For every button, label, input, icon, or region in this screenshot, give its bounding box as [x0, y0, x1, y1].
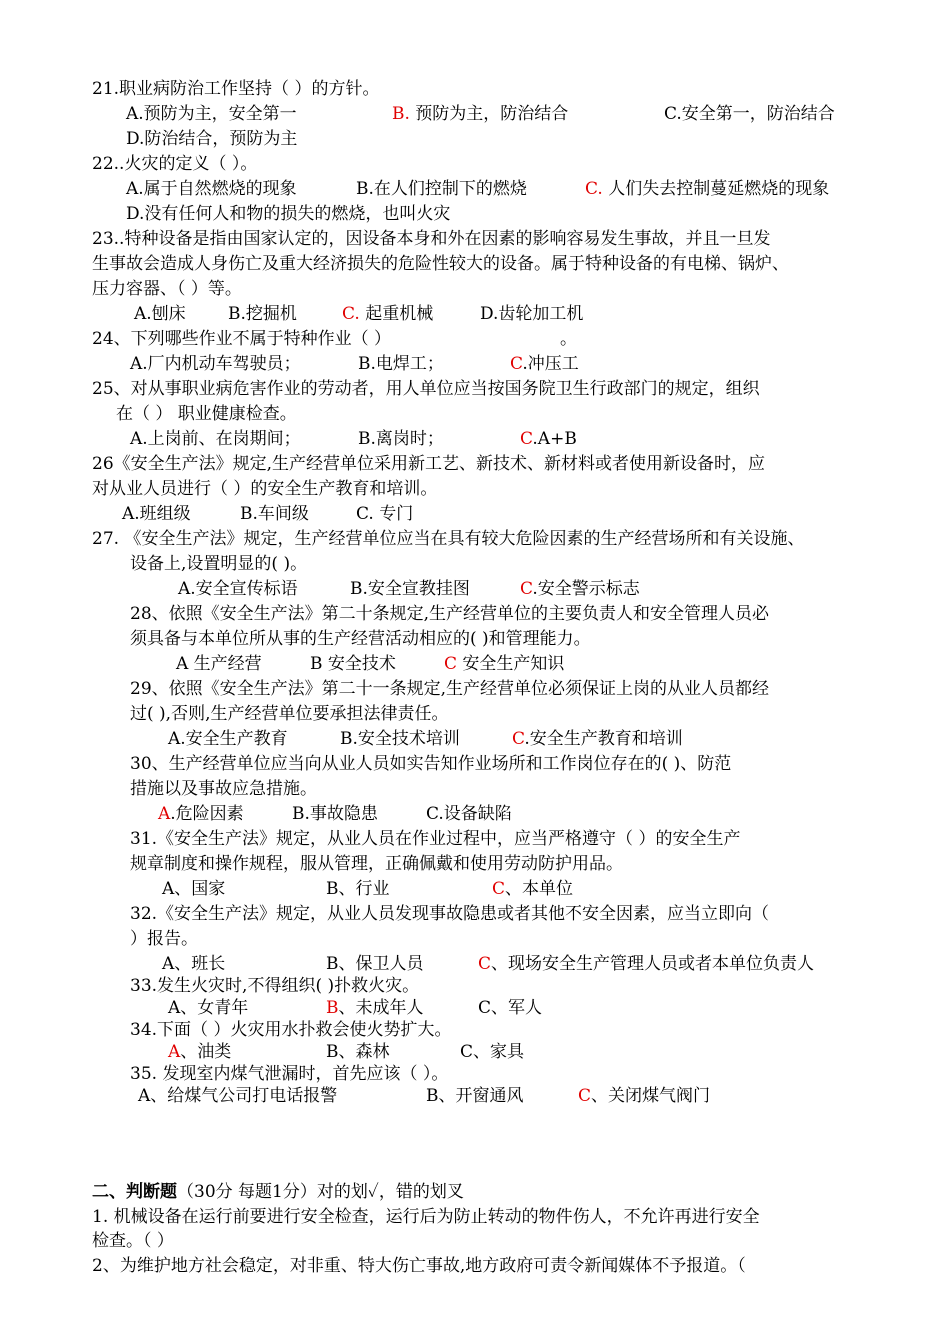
q32-stem-line2: ）报告。: [130, 929, 198, 949]
q23-option-a: A.刨床: [134, 304, 186, 324]
q28-option-b: B 安全技术: [310, 654, 396, 674]
q22-option-c: C. 人们失去控制蔓延燃烧的现象: [585, 179, 830, 199]
q24-stem: 24、下列哪些作业不属于特种作业（ ）: [92, 329, 392, 349]
q31-stem-line2: 规章制度和操作规程，服从管理，正确佩戴和使用劳动防护用品。: [130, 854, 623, 874]
q26-option-b: B.车间级: [240, 504, 309, 524]
q32-option-c: C、现场安全生产管理人员或者本单位负责人: [478, 954, 815, 974]
q26-stem-line1: 26《安全生产法》规定,生产经营单位采用新工艺、新技术、新材料或者使用新设备时，应: [92, 454, 766, 474]
q26-stem-line2: 对从业人员进行（ ）的安全生产教育和培训。: [92, 479, 438, 499]
answer-marker: C: [478, 954, 492, 974]
q30-option-a: A.危险因素: [158, 804, 244, 824]
answer-marker: C.: [342, 304, 360, 324]
q23-option-c: C. 起重机械: [342, 304, 434, 324]
q28-stem-line2: 须具备与本单位所从事的生产经营活动相应的( )和管理能力。: [130, 629, 591, 649]
q22-option-b: B.在人们控制下的燃烧: [356, 179, 527, 199]
q32-option-b: B、保卫人员: [326, 954, 424, 974]
q21-option-b: B. 预防为主，防治结合: [392, 104, 569, 124]
q33-option-b: B、未成年人: [326, 998, 424, 1018]
q26-option-c: C. 专门: [356, 504, 414, 524]
q25-stem-line1: 25、对从事职业病危害作业的劳动者，用人单位应当按国务院卫生行政部门的规定，组织: [92, 379, 760, 399]
q35-option-c: C、关闭煤气阀门: [578, 1086, 711, 1106]
answer-marker: C: [444, 654, 458, 674]
answer-marker: B: [326, 998, 339, 1018]
q32-option-a: A、班长: [162, 954, 226, 974]
answer-marker: C: [512, 729, 525, 749]
answer-marker: C.: [585, 179, 603, 199]
section2-heading: 二、判断题（30分 每题1分）对的划✓，错的划叉: [92, 1182, 464, 1202]
q26-option-a: A.班组级: [122, 504, 191, 524]
answer-marker: C: [520, 579, 533, 599]
q25-option-a: A.上岗前、在岗期间；: [130, 429, 301, 449]
q21-option-d: D.防治结合，预防为主: [126, 129, 298, 149]
q27-option-c: C.安全警示标志: [520, 579, 640, 599]
q24-stem-end: 。: [560, 329, 577, 349]
q28-option-c: C 安全生产知识: [444, 654, 565, 674]
q29-option-c: C.安全生产教育和培训: [512, 729, 683, 749]
answer-marker: A: [158, 804, 171, 824]
judge-q2-line1: 2、为维护地方社会稳定，对非重、特大伤亡事故,地方政府可责令新闻媒体不予报道。（: [92, 1256, 746, 1276]
q28-option-a: A 生产经营: [176, 654, 262, 674]
q29-option-b: B.安全技术培训: [340, 729, 460, 749]
q34-option-a: A、油类: [168, 1042, 232, 1062]
q30-option-c: C.设备缺陷: [426, 804, 512, 824]
answer-marker: B.: [392, 104, 410, 124]
q27-option-b: B.安全宣教挂图: [350, 579, 470, 599]
q31-stem-line1: 31.《安全生产法》规定，从业人员在作业过程中，应当严格遵守（ ）的安全生产: [130, 829, 741, 849]
q34-stem: 34.下面（ ）火灾用水扑救会使火势扩大。: [130, 1020, 452, 1040]
q30-stem-line1: 30、生产经营单位应当向从业人员如实告知作业场所和工作岗位存在的( )、防范: [130, 754, 732, 774]
q33-option-a: A、女青年: [168, 998, 249, 1018]
answer-marker: C: [520, 429, 533, 449]
q33-stem: 33.发生火灾时,不得组织( )扑救火灾。: [130, 976, 420, 996]
q23-option-d: D.齿轮加工机: [480, 304, 584, 324]
q25-option-b: B.离岗时；: [358, 429, 444, 449]
q25-stem-line2: 在（ ） 职业健康检查。: [116, 404, 297, 424]
q24-option-b: B.电焊工；: [358, 354, 444, 374]
judge-q1-line2: 检查。（ ）: [92, 1231, 174, 1251]
q29-stem-line1: 29、依照《安全生产法》第二十一条规定,生产经营单位必须保证上岗的从业人员都经: [130, 679, 770, 699]
q25-option-c: C.A+B: [520, 429, 577, 449]
q27-stem-line2: 设备上,设置明显的( )。: [130, 554, 308, 574]
q30-option-b: B.事故隐患: [292, 804, 378, 824]
q31-option-b: B、行业: [326, 879, 390, 899]
answer-marker: C: [578, 1086, 592, 1106]
q34-option-b: B、森林: [326, 1042, 390, 1062]
q21-option-a: A.预防为主，安全第一: [126, 104, 297, 124]
q33-option-c: C、军人: [478, 998, 543, 1018]
answer-marker: C: [510, 354, 523, 374]
q29-option-a: A.安全生产教育: [168, 729, 288, 749]
q22-option-d: D.没有任何人和物的损失的燃烧，也叫火灾: [126, 204, 451, 224]
q35-stem: 35. 发现室内煤气泄漏时，首先应该（ ）。: [130, 1064, 449, 1084]
section2-heading-label: 二、判断题: [92, 1182, 177, 1202]
q24-option-c: C.冲压工: [510, 354, 579, 374]
q24-option-a: A.厂内机动车驾驶员；: [130, 354, 301, 374]
q35-option-a: A、给煤气公司打电话报警: [138, 1086, 338, 1106]
q29-stem-line2: 过( ),否则,生产经营单位要承担法律责任。: [130, 704, 449, 724]
q23-option-b: B.挖掘机: [228, 304, 297, 324]
answer-marker: A: [168, 1042, 181, 1062]
answer-marker: C: [492, 879, 506, 899]
q23-stem-line3: 压力容器、（ ）等。: [92, 279, 242, 299]
q28-stem-line1: 28、依照《安全生产法》第二十条规定,生产经营单位的主要负责人和安全管理人员必: [130, 604, 770, 624]
q30-stem-line2: 措施以及事故应急措施。: [130, 779, 317, 799]
q21-stem: 21.职业病防治工作坚持（ ）的方针。: [92, 79, 380, 99]
q35-option-b: B、开窗通风: [426, 1086, 524, 1106]
q21-option-c: C.安全第一，防治结合: [664, 104, 835, 124]
q32-stem-line1: 32.《安全生产法》规定，从业人员发现事故隐患或者其他不安全因素，应当立即向（: [130, 904, 770, 924]
q34-option-c: C、家具: [460, 1042, 525, 1062]
q22-stem: 22..火灾的定义（ ）。: [92, 154, 258, 174]
q23-stem-line2: 生事故会造成人身伤亡及重大经济损失的危险性较大的设备。属于特种设备的有电梯、锅炉、: [92, 254, 789, 274]
q31-option-a: A、国家: [162, 879, 226, 899]
q31-option-c: C、本单位: [492, 879, 574, 899]
q23-stem-line1: 23..特种设备是指由国家认定的，因设备本身和外在因素的影响容易发生事故，并且一旦发: [92, 229, 771, 249]
q22-option-a: A.属于自然燃烧的现象: [126, 179, 297, 199]
judge-q1-line1: 1. 机械设备在运行前要进行安全检查，运行后为防止转动的物件伤人，不允许再进行安全: [92, 1207, 760, 1227]
q27-stem-line1: 27. 《安全生产法》规定，生产经营单位应当在具有较大危险因素的生产经营场所和有关设施、: [92, 529, 805, 549]
q27-option-a: A.安全宣传标语: [178, 579, 298, 599]
